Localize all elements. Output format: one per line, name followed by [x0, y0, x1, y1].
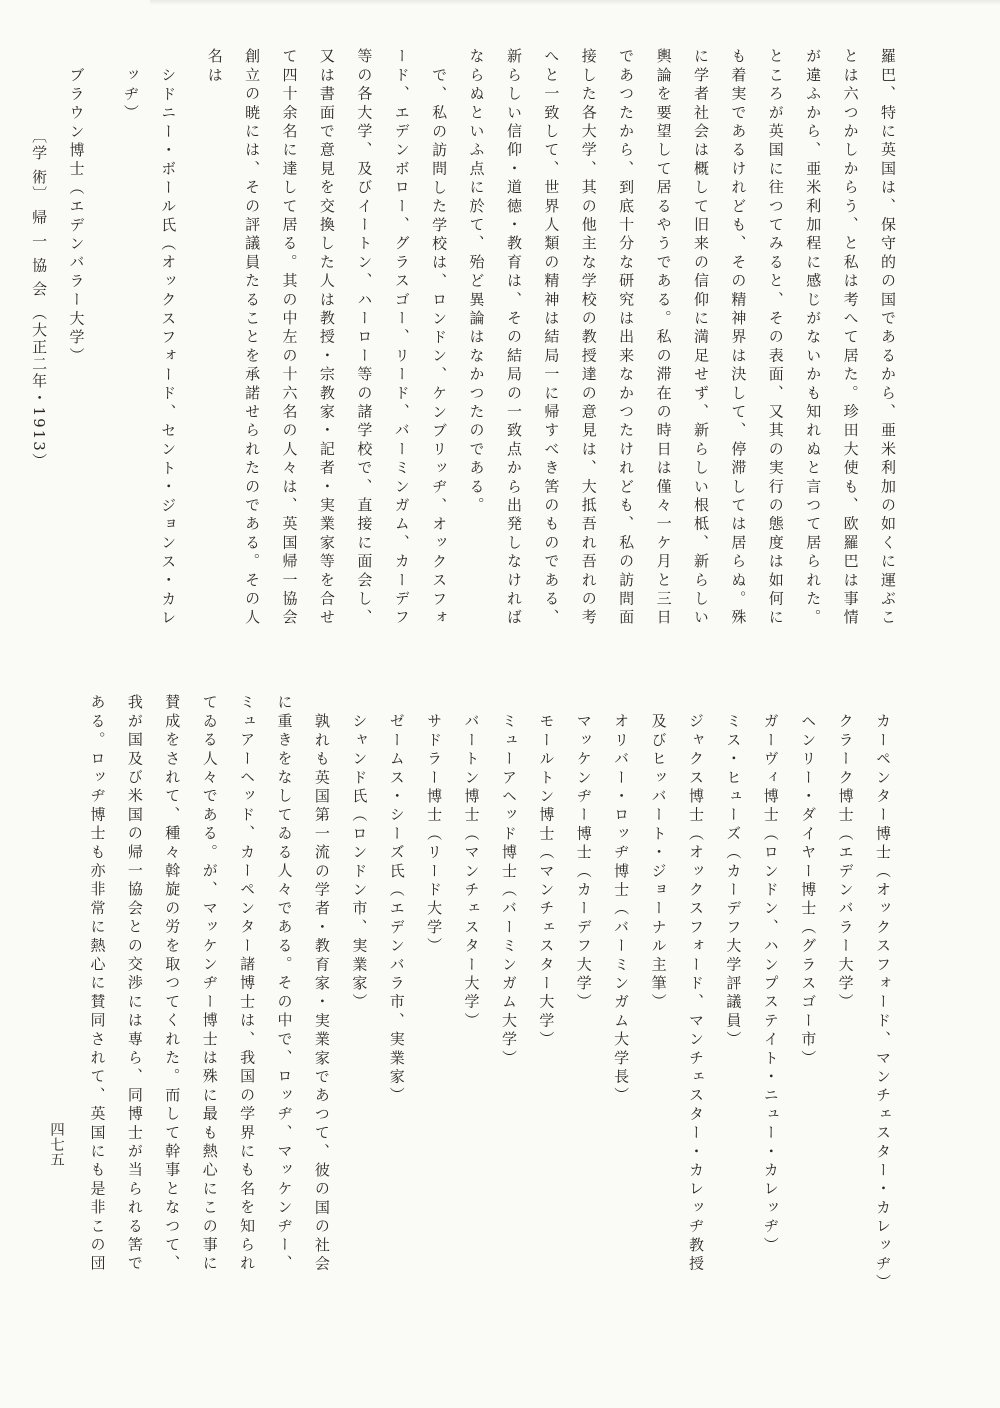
text-column: ミス・ヒューズ（カーデフ大学評議員） [724, 713, 743, 1050]
text-column: 又は書面で意見を交換した人は教授・宗教家・記者・実業家等を合せ [317, 48, 336, 628]
text-column: 名は [205, 48, 224, 86]
text-column: 創立の暁には、その評議員たることを承諾せられたのである。その人 [243, 48, 262, 628]
text-column: 賛成をされて、種々斡旋の労を取つてくれた。而して幹事となつて、 [163, 694, 182, 1274]
text-column: ゼームス・シーズ氏（エデンバラ市、実業家） [387, 713, 406, 1106]
page-number: 四七五 [48, 1122, 64, 1168]
text-column: カーペンター博士（オックスフォード、マンチェスター・カレッヂ） [874, 713, 892, 1293]
text-column: ところが英国に往つてみると、その表面、又其の実行の態度は如何に [766, 48, 785, 628]
text-column: ミュアーヘッド、カーペンター諸博士は、我国の学界にも名を知られ [238, 694, 257, 1274]
text-column: に学者社会は概して旧来の信仰に満足せず、新らしい根柢、新らしい [691, 48, 710, 628]
text-column: ッヂ） [121, 67, 140, 124]
text-column: ブラウン博士（エデンバラー大学） [67, 67, 86, 367]
text-column: てゐる人々である。が、マッケンヂー博士は殊に最も熱心にこの事に [200, 694, 219, 1274]
text-column: て四十余名に達して居る。其の中左の十六名の人々は、英国帰一協会 [280, 48, 299, 628]
main-text-block [20, 48, 906, 632]
text-column: も着実であるけれども、その精神界は決して、停滞しては居らぬ。殊 [729, 48, 748, 628]
text-column: で、私の訪問した学校は、ロンドン、ケンブリッヂ、オックスフォ [430, 67, 449, 628]
text-column: 等の各大学、及びイートン、ハーロー等の諸学校で、直接に面会し、 [355, 48, 374, 628]
text-column: ガーヴィ博士（ロンドン、ハンプステイト・ニュー・カレッヂ） [761, 713, 780, 1256]
text-column: であつたから、到底十分な研究は出来なかつたけれども、私の訪問面 [617, 48, 636, 628]
delegates-list-block [78, 694, 901, 1293]
text-column: へと一致して、世界人類の精神は結局一に帰すべき筈のものである、 [542, 48, 561, 628]
text-column: クラーク博士（エデンバラー大学） [836, 713, 855, 1013]
text-column: シャンド氏（ロンドン市、実業家） [350, 713, 369, 1013]
running-head: 〔学 術〕 帰 一 協 会 （大正二年・1913） [30, 128, 49, 470]
text-column: 及びヒッバート・ジョーナル主筆） [649, 713, 668, 1013]
text-column: モールトン博士（マンチェスター大学） [537, 713, 556, 1050]
text-column: が違ふから、亜米利加程に感じがないかも知れぬと言つて居られた。 [804, 48, 823, 628]
text-column: 接した各大学、其の他主な学校の教授達の意見は、大抵吾れ吾れの考 [579, 48, 598, 628]
text-column: ード、エデンボロー、グラスゴー、リード、バーミンガム、カーデフ [392, 48, 411, 628]
text-column: サドラー博士（リード大学） [425, 713, 444, 957]
text-column: ジャクス博士（オックスフォード、マンチェスター・カレッヂ教授 [686, 713, 705, 1274]
text-column: 新らしい信仰・道徳・教育は、その結局の一致点から出発しなければ [504, 48, 523, 628]
text-column: シドニー・ボール氏（オックスフォード、セント・ジョンス・カレ [159, 67, 178, 628]
text-column: 孰れも英国第一流の学者・教育家・実業家であつて、彼の国の社会 [312, 713, 331, 1274]
text-column: ならぬといふ点に於て、殆ど異論はなかつたのである。 [467, 48, 486, 516]
text-column: マッケンヂー博士（カーデフ大学） [574, 713, 593, 1013]
text-column: に重きをなしてゐる人々である。その中で、ロッヂ、マッケンヂー、 [275, 694, 294, 1274]
text-column: とは六つかしからう、と私は考へて居た。珍田大使も、欧羅巴は事情 [841, 48, 860, 628]
text-column: 羅巴、特に英国は、保守的の国であるから、亜米利加の如くに運ぶこ [879, 48, 897, 628]
text-column: 輿論を要望して居るやうである。私の滞在の時日は僅々一ケ月と三日 [654, 48, 673, 628]
text-column: オリバー・ロッヂ博士（バーミンガム大学長） [612, 713, 631, 1106]
text-column: バートン博士（マンチェスター大学） [462, 713, 481, 1031]
text-column: ミューアヘッド博士（バーミンガム大学） [499, 713, 518, 1069]
text-column: ヘンリー・ダイヤー博士（グラスゴー市） [799, 713, 818, 1069]
text-column: ある。ロッヂ博士も亦非常に熱心に賛同されて、英国にも是非この団 [88, 694, 107, 1274]
text-column: 我が国及び米国の帰一協会との交渉には専ら、同博士が当られる筈で [125, 694, 144, 1274]
